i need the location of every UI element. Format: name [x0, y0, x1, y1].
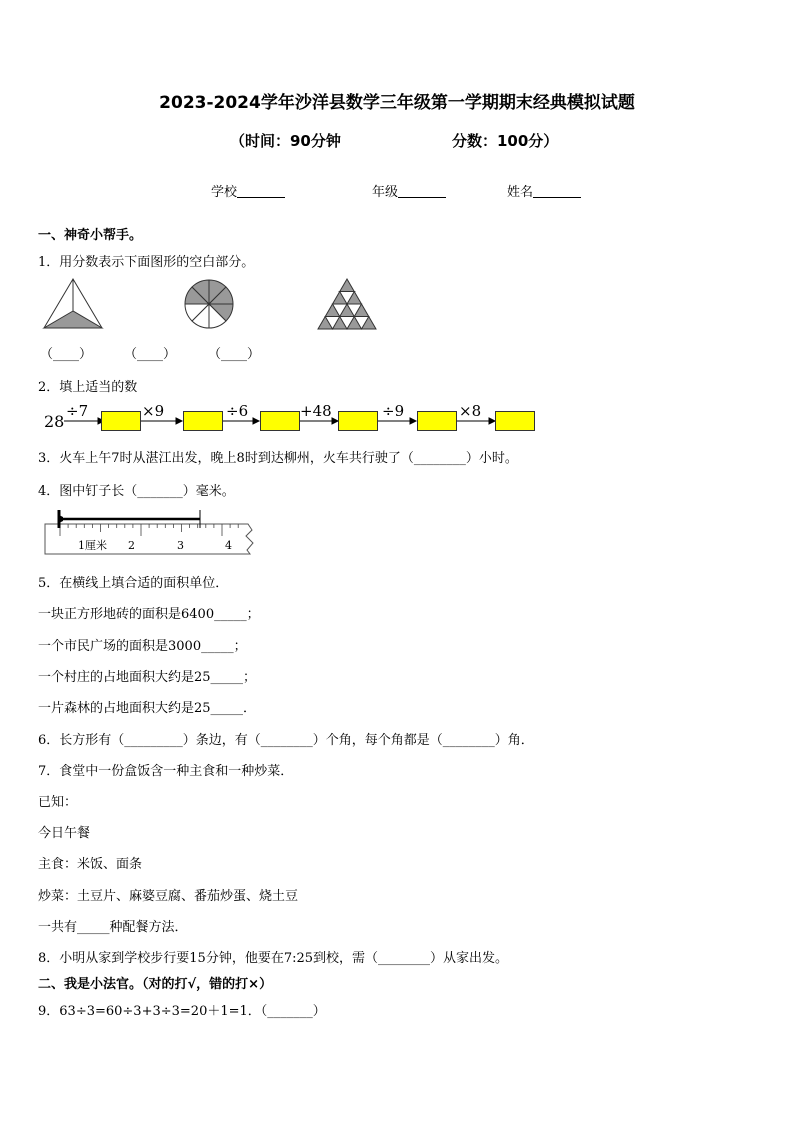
- q7-total: 一共有_____种配餐方法．: [38, 920, 188, 935]
- question-1: 1．用分数表示下面图形的空白部分。: [38, 255, 255, 270]
- chain-box-4[interactable]: [338, 411, 378, 431]
- question-6: 6．长方形有（_________）条边，有（________）个角，每个角都是（________）角．: [38, 733, 534, 748]
- section-2-heading: 二、我是小法官。（对的打√，错的打×）: [38, 977, 273, 992]
- grade-label: 年级: [372, 185, 399, 200]
- q7-dishes: 炒菜：土豆片、麻婆豆腐、番茄炒蛋、烧土豆: [38, 889, 299, 904]
- figure-circle: [185, 280, 233, 328]
- q5-item-4: 一片森林的占地面积大约是25_____．: [38, 701, 257, 716]
- q1-answer-3[interactable]: （____）: [208, 347, 261, 362]
- q5-item-3: 一个村庄的占地面积大约是25_____；: [38, 670, 257, 685]
- question-2: 2．填上适当的数: [38, 380, 138, 395]
- ruler-figure: [42, 506, 258, 558]
- chain-start: 28: [44, 412, 65, 431]
- ruler-label-2: 2: [128, 539, 135, 552]
- q7-known: 已知：: [38, 795, 78, 810]
- q7-staple: 主食：米饭、面条: [38, 857, 143, 872]
- chain-box-2[interactable]: [183, 411, 223, 431]
- question-8: 8．小明从家到学校步行要15分钟，他要在7:25到校，需（________）从家出发。: [38, 951, 509, 966]
- q1-figures: [40, 276, 385, 334]
- school-field: [211, 181, 285, 200]
- section-1-heading: 一、神奇小帮手。: [38, 228, 143, 243]
- chain-box-5[interactable]: [417, 411, 457, 431]
- chain-box-6[interactable]: [495, 411, 535, 431]
- school-blank[interactable]: [237, 185, 285, 198]
- question-7: 7．食堂中一份盒饭含一种主食和一种炒菜．: [38, 764, 294, 779]
- question-4: 4．图中钉子长（_______）毫米。: [38, 484, 235, 499]
- q5-item-1: 一块正方形地砖的面积是6400_____；: [38, 607, 260, 622]
- name-field: [507, 181, 581, 200]
- grade-field: [372, 181, 446, 200]
- q5-item-2: 一个市民广场的面积是3000_____；: [38, 639, 247, 654]
- q1-answer-2[interactable]: （____）: [124, 347, 177, 362]
- chain-op-3: ÷6: [226, 402, 249, 420]
- chain-op-2: ×9: [142, 402, 165, 420]
- page-title: 2023-2024学年沙洋县数学三年级第一学期期末经典模拟试题: [159, 93, 635, 113]
- exam-time: （时间：90分钟: [230, 132, 341, 150]
- chain-op-4: +48: [300, 402, 332, 420]
- q2-chain: [0, 400, 794, 436]
- chain-op-5: ÷9: [382, 402, 405, 420]
- chain-op-1: ÷7: [66, 402, 89, 420]
- question-5: 5．在横线上填合适的面积单位．: [38, 576, 229, 591]
- chain-box-1[interactable]: [101, 411, 141, 431]
- ruler-label-3: 3: [177, 539, 184, 552]
- exam-score: 分数：100分）: [452, 132, 559, 150]
- chain-op-6: ×8: [459, 402, 482, 420]
- ruler-label-4: 4: [225, 539, 232, 552]
- name-blank[interactable]: [533, 185, 581, 198]
- school-label: 学校: [211, 185, 238, 200]
- figure-triangle-grid: [318, 279, 376, 329]
- question-9: 9．63÷3=60÷3+3÷3=20＋1=1．（_______）: [38, 1004, 326, 1019]
- q1-answer-1[interactable]: （____）: [40, 347, 93, 362]
- q7-menu-title: 今日午餐: [38, 826, 91, 841]
- ruler-label-1: 1厘米: [78, 539, 107, 552]
- name-label: 姓名: [507, 185, 534, 200]
- question-3: 3．火车上午7时从湛江出发，晚上8时到达柳州，火车共行驶了（________）小时。: [38, 451, 518, 466]
- figure-triangle: [44, 279, 102, 328]
- grade-blank[interactable]: [398, 185, 446, 198]
- chain-box-3[interactable]: [260, 411, 300, 431]
